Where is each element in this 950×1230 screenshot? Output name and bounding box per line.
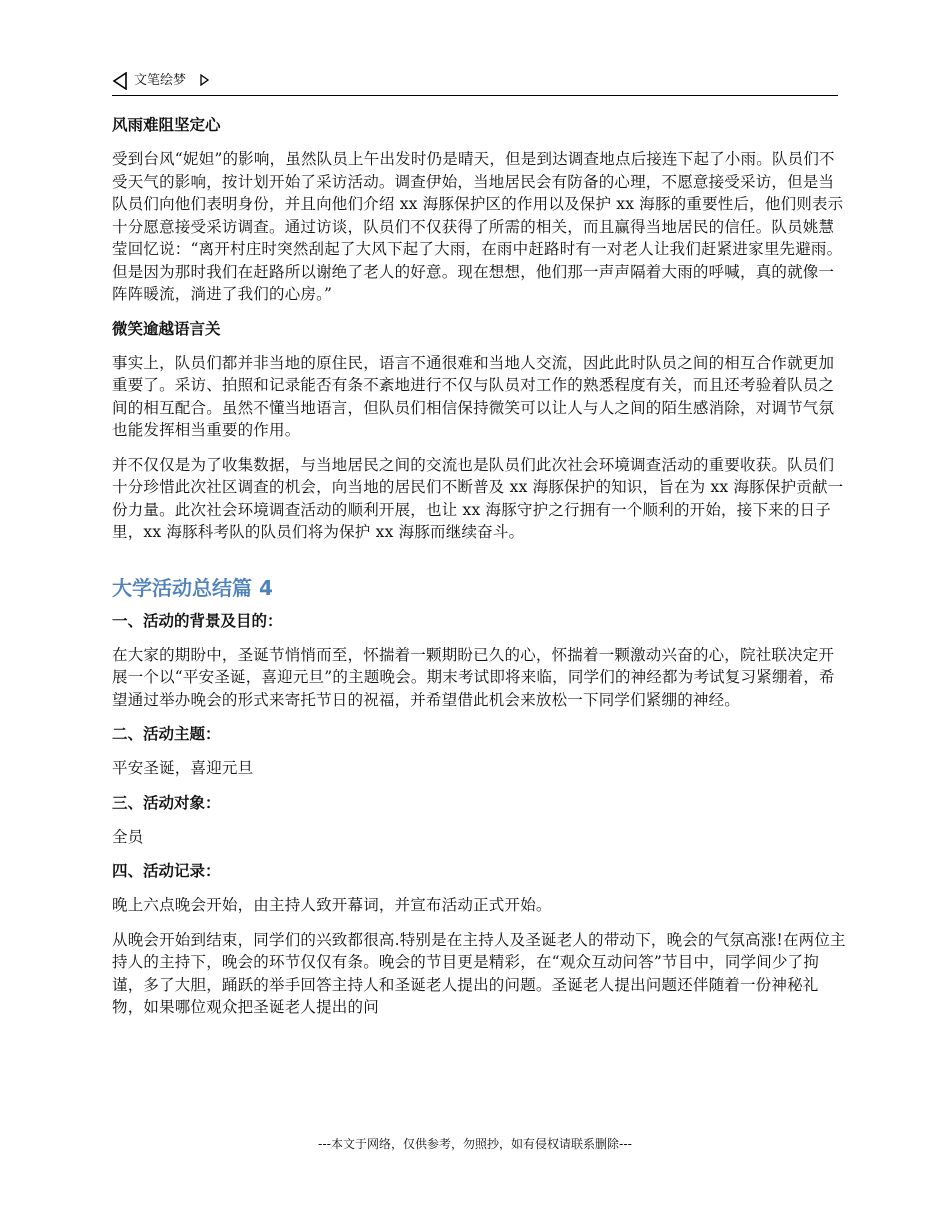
section-heading: 风雨难阻坚定心: [112, 116, 221, 134]
paragraph: 晚上六点晚会开始，由主持人致开幕词，并宣布活动正式开始。: [112, 896, 552, 914]
document-body: [112, 106, 848, 1031]
section-heading: 微笑逾越语言关: [112, 319, 221, 338]
triangle-left-outline-icon: [112, 72, 128, 90]
item-heading: 三、活动对象：: [112, 793, 221, 812]
page-footer: ---本文于网络，仅供参考，勿照抄，如有侵权请联系删除---: [318, 1137, 632, 1151]
paragraph: 在大家的期盼中，圣诞节悄悄而至，怀揣着一颗期盼已久的心，怀揣着一颗激动兴奋的心，院社联决定开展一个以“平安圣诞，喜迎元旦”的主题晚会。期末考试即将来临，同学们的神经都为考试复习紧绷着，希望通过举办晚会的形式来寄托节日的祝福，并希望借此机会来放松一下同学们紧绷的神经。: [112, 645, 835, 709]
paragraph: 全员: [112, 827, 144, 846]
paragraph: 从晚会开始到结束，同学们的兴致都很高.特别是在主持人及圣诞老人的带动下，晚会的气氛高涨!在两位主持人的主持下，晚会的环节仅仅有条。晚会的节目更是精彩，在“观众互动问答”节目中，同学间少了拘谨，多了大胆，踊跃的举手回答主持人和圣诞老人提出的问题。圣诞老人提出问题还伴随着一份神秘礼物，如果哪位观众把圣诞老人提出的问: [112, 930, 846, 1016]
item-heading: 一、活动的背景及目的：: [112, 611, 283, 630]
item-heading: 二、活动主题：: [112, 725, 221, 743]
triangle-right-outline-icon: [200, 74, 209, 86]
paragraph: 并不仅仅是为了收集数据，与当地居民之间的交流也是队员们此次社会环境调查活动的重要收获。队员们十分珍惜此次社区调查的机会，向当地的居民们不断普及 xx 海豚保护的知识，旨在为 xx 海豚保护贡献一份力量。此次社会环境调查活动的顺利开展，也让 xx 海豚守护之行拥有一个顺利的开始，接下来的日子里，xx 海豚科考队的队员们将为保护 xx 海豚而继续奋斗。: [112, 455, 844, 541]
paragraph: 受到台风“妮妲”的影响，虽然队员上午出发时仍是晴天，但是到达调查地点后接连下起了小雨。队员们不受天气的影响，按计划开始了采访活动。调查伊始，当地居民会有防备的心理，不愿意接受采访，但是当队员们向他们表明身份，并且向他们介绍 xx 海豚保护区的作用以及保护 xx 海豚的重要性后，他们则表示十分愿意接受采访调查。通过访谈，队员们不仅获得了所需的相关，而且赢得当地居民的信任。队员姚慧莹回忆说：“离开村庄时突然刮起了大风下起了大雨，在雨中赶路时有一对老人让我们赶紧进家里先避雨。但是因为那时我们在赶路所以谢绝了老人的好意。现在想想，他们那一声声隔着大雨的呼喊，真的就像一阵阵暖流，淌进了我们的心房。”: [112, 150, 844, 303]
item-heading: 四、活动记录：: [112, 862, 221, 880]
paragraph: 平安圣诞，喜迎元旦: [112, 759, 254, 777]
header-brand: 文笔绘梦: [134, 73, 187, 88]
article-title: 大学活动总结篇 4: [112, 575, 273, 600]
paragraph: 事实上，队员们都并非当地的原住民，语言不通很难和当地人交流，因此此时队员之间的相互合作就更加重要了。采访、拍照和记录能否有条不紊地进行不仅与队员对工作的熟悉程度有关，而且还考验着队员之间的相互配合。虽然不懂当地语言，但队员们相信保持微笑可以让人与人之间的陌生感消除，对调节气氛也能发挥相当重要的作用。: [112, 353, 835, 439]
page-header: [112, 70, 838, 96]
